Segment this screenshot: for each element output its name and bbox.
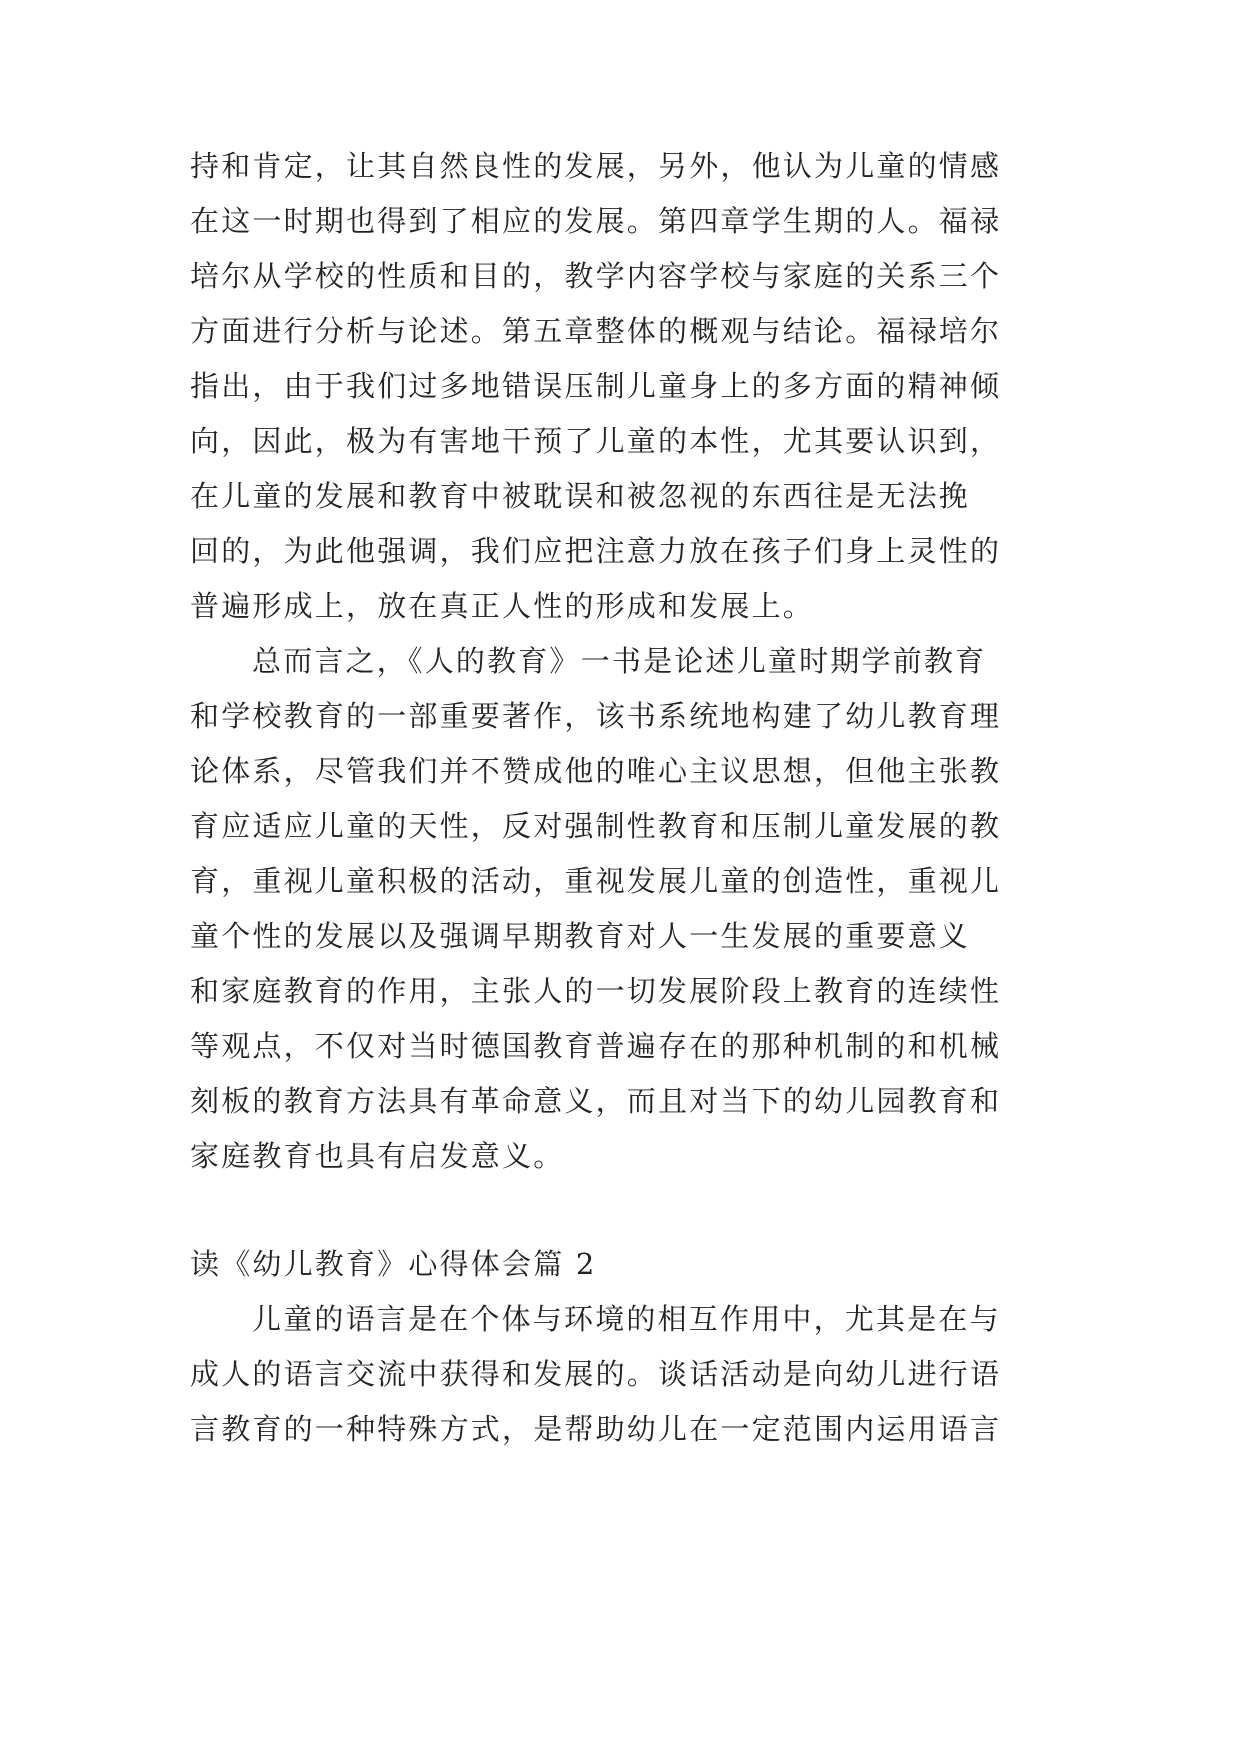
text-line: 在这一时期也得到了相应的发展。第四章学生期的人。福禄 bbox=[190, 204, 1002, 238]
text-line: 刻板的教育方法具有革命意义，而且对当下的幼儿园教育和 bbox=[190, 1084, 1002, 1118]
text-line: 等观点，不仅对当时德国教育普遍存在的那种机制的和机械 bbox=[190, 1029, 1002, 1063]
text-line: 和家庭教育的作用，主张人的一切发展阶段上教育的连续性 bbox=[190, 974, 1002, 1008]
text-line: 指出，由于我们过多地错误压制儿童身上的多方面的精神倾 bbox=[190, 369, 1002, 403]
text-line: 育，重视儿童积极的活动，重视发展儿童的创造性，重视儿 bbox=[190, 864, 1002, 898]
section-heading: 读《幼儿教育》心得体会篇 2 bbox=[190, 1247, 597, 1281]
text-line: 育应适应儿童的天性，反对强制性教育和压制儿童发展的教 bbox=[190, 809, 1002, 843]
text-line: 家庭教育也具有启发意义。 bbox=[190, 1139, 565, 1173]
text-line: 向，因此，极为有害地干预了儿童的本性，尤其要认识到， bbox=[190, 424, 1002, 458]
text-line: 和学校教育的一部重要著作，该书系统地构建了幼儿教育理 bbox=[190, 699, 1002, 733]
text-line: 成人的语言交流中获得和发展的。谈话活动是向幼儿进行语 bbox=[190, 1357, 1002, 1391]
text-line: 童个性的发展以及强调早期教育对人一生发展的重要意义 bbox=[190, 919, 971, 953]
text-line: 在儿童的发展和教育中被耽误和被忽视的东西往是无法挽 bbox=[190, 479, 971, 513]
text-line: 言教育的一种特殊方式，是帮助幼儿在一定范围内运用语言 bbox=[190, 1412, 1002, 1446]
text-line: 持和肯定，让其自然良性的发展，另外，他认为儿童的情感 bbox=[190, 149, 1002, 183]
text-line: 回的，为此他强调，我们应把注意力放在孩子们身上灵性的 bbox=[190, 534, 1002, 568]
text-line-indented: 总而言之，《人的教育》一书是论述儿童时期学前教育 bbox=[252, 644, 987, 678]
text-line: 培尔从学校的性质和目的，教学内容学校与家庭的关系三个 bbox=[190, 259, 1002, 293]
text-line-indented: 儿童的语言是在个体与环境的相互作用中，尤其是在与 bbox=[252, 1302, 1001, 1336]
text-line: 普遍形成上，放在真正人性的形成和发展上。 bbox=[190, 589, 815, 623]
text-line: 论体系，尽管我们并不赞成他的唯心主议思想，但他主张教 bbox=[190, 754, 1002, 788]
text-line: 方面进行分析与论述。第五章整体的概观与结论。福禄培尔 bbox=[190, 314, 1002, 348]
